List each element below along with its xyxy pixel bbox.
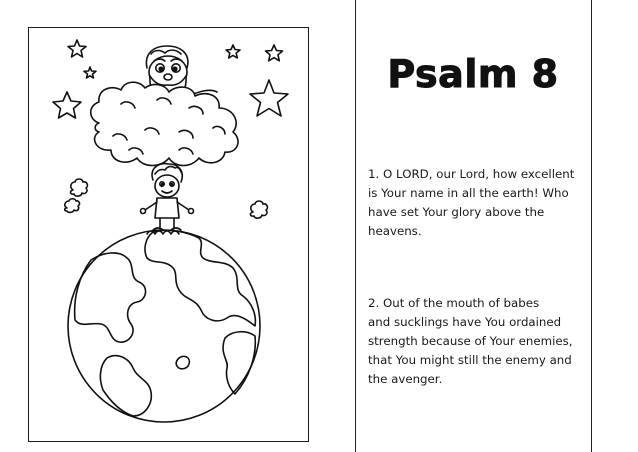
cloud-icon: [70, 179, 87, 196]
verse-line: have set Your glory above the: [368, 205, 545, 219]
verse-line: the avenger.: [368, 372, 443, 386]
verse-line: that You might still the enemy and: [368, 353, 572, 367]
child-icon: [141, 164, 194, 230]
verse-line: 1. O LORD, our Lord, how excellent: [368, 167, 575, 181]
verse-line: is Your name in all the earth! Who: [368, 186, 569, 200]
star-icon: [68, 40, 86, 57]
verse-1: [368, 165, 583, 241]
star-icon: [250, 80, 288, 116]
star-icon: [226, 45, 240, 58]
verse-line: 2. Out of the mouth of babes: [368, 296, 540, 310]
star-icon: [266, 45, 283, 61]
page-title: Psalm 8: [387, 52, 559, 96]
coloring-illustration: [29, 28, 310, 443]
page-divider-right: [591, 0, 592, 452]
coloring-picture-frame: [28, 27, 309, 442]
verse-line: heavens.: [368, 224, 422, 238]
verse-2: [368, 294, 583, 389]
earth-globe-icon: [68, 230, 260, 422]
verse-line: strength because of Your enemies,: [368, 334, 573, 348]
cloud-icon: [250, 201, 267, 218]
cloud-icon: [91, 82, 238, 165]
cloud-icon: [65, 199, 80, 213]
verse-line: and sucklings have You ordained: [368, 315, 562, 329]
page-divider-left: [355, 0, 356, 452]
star-icon: [53, 92, 81, 118]
star-icon: [84, 67, 96, 78]
